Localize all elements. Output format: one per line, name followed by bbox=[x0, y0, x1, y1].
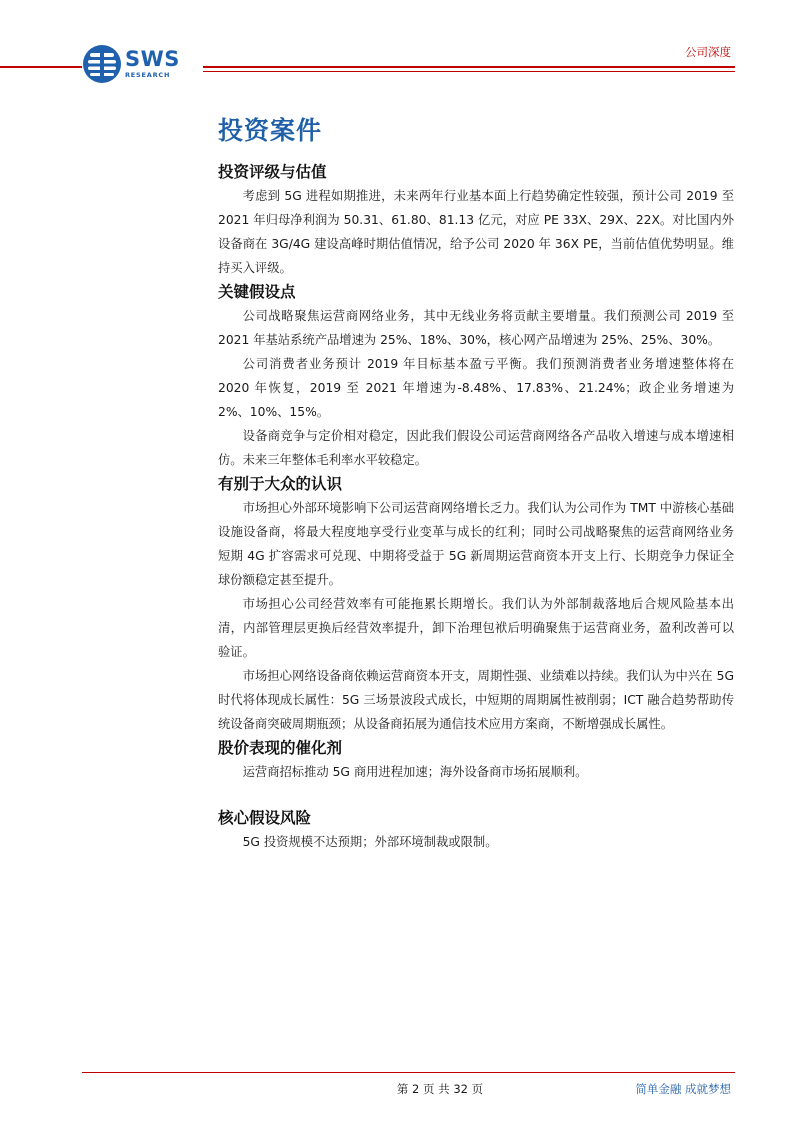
section-heading-risk: 核心假设风险 bbox=[218, 809, 312, 827]
doc-type-label: 公司深度 bbox=[685, 45, 731, 59]
paragraph: 设备商竞争与定价相对稳定，因此我们假设公司运营商网络各产品收入增速与成本增速相仿。未来三年整体毛利率水平较稳定。 bbox=[218, 429, 734, 467]
header-rule-left bbox=[0, 66, 82, 68]
page-title: 投资案件 bbox=[218, 116, 323, 145]
sws-logo bbox=[82, 44, 180, 84]
report-body bbox=[218, 112, 734, 854]
section-heading-catalyst: 股价表现的催化剂 bbox=[218, 739, 343, 757]
paragraph: 公司消费者业务预计 2019 年目标基本盈亏平衡。我们预测消费者业务增速整体将在 2020 年恢复，2019 至 2021 年增速为-8.48%、17.83%、21.24%；政企业务增速为 2%、10%、15%。 bbox=[218, 357, 734, 419]
page-number: 第 2 页 共 32 页 bbox=[396, 1082, 484, 1096]
page-header bbox=[0, 0, 793, 90]
header-rule-right-thin bbox=[203, 71, 735, 72]
paragraph: 公司战略聚焦运营商网络业务，其中无线业务将贡献主要增量。我们预测公司 2019 至 2021 年基站系统产品增速为 25%、18%、30%，核心网产品增速为 25%、25%、30%。 bbox=[218, 309, 734, 347]
footer-slogan: 简单金融 成就梦想 bbox=[635, 1082, 731, 1096]
logo-subtext: RESEARCH bbox=[125, 71, 171, 80]
spacer bbox=[218, 784, 734, 806]
logo-wordmark: SWS bbox=[125, 47, 180, 72]
paragraph: 运营商招标推动 5G 商用进程加速；海外设备商市场拓展顺利。 bbox=[242, 765, 588, 779]
paragraph: 市场担心外部环境影响下公司运营商网络增长乏力。我们认为公司作为 TMT 中游核心基础设施设备商，将最大程度地享受行业变革与成长的红利；同时公司战略聚焦的运营商网络业务短期 4G 扩容需求可兑现、中期将受益于 5G 新周期运营商资本开支上行、长期竞争力保证全球份额稳定甚至提升。 bbox=[218, 501, 734, 587]
section-heading-assumptions: 关键假设点 bbox=[218, 283, 296, 301]
paragraph: 5G 投资规模不达预期；外部环境制裁或限制。 bbox=[242, 835, 498, 849]
header-rule-right bbox=[203, 66, 735, 68]
footer-rule bbox=[82, 1072, 735, 1073]
section-heading-rating: 投资评级与估值 bbox=[218, 163, 327, 181]
paragraph: 考虑到 5G 进程如期推进，未来两年行业基本面上行趋势确定性较强，预计公司 2019 至 2021 年归母净利润为 50.31、61.80、81.13 亿元，对应 PE 33X、29X、22X。对比国内外设备商在 3G/4G 建设高峰时期估值情况，给予公司 2020 年 36X PE，当前估值优势明显。维持买入评级。 bbox=[218, 189, 734, 275]
page-footer bbox=[0, 1070, 793, 1122]
paragraph: 市场担心公司经营效率有可能拖累长期增长。我们认为外部制裁落地后合规风险基本出清，内部管理层更换后经营效率提升，卸下治理包袱后明确聚焦于运营商业务，盈利改善可以验证。 bbox=[218, 597, 734, 659]
paragraph: 市场担心网络设备商依赖运营商资本开支，周期性强、业绩难以持续。我们认为中兴在 5G 时代将体现成长属性：5G 三场景波段式成长，中短期的周期属性被削弱；ICT 融合趋势帮助传统设备商突破周期瓶颈；从设备商拓展为通信技术应用方案商，不断增强成长属性。 bbox=[218, 669, 734, 731]
sws-logo-icon bbox=[82, 44, 122, 84]
section-heading-differ: 有别于大众的认识 bbox=[218, 475, 343, 493]
